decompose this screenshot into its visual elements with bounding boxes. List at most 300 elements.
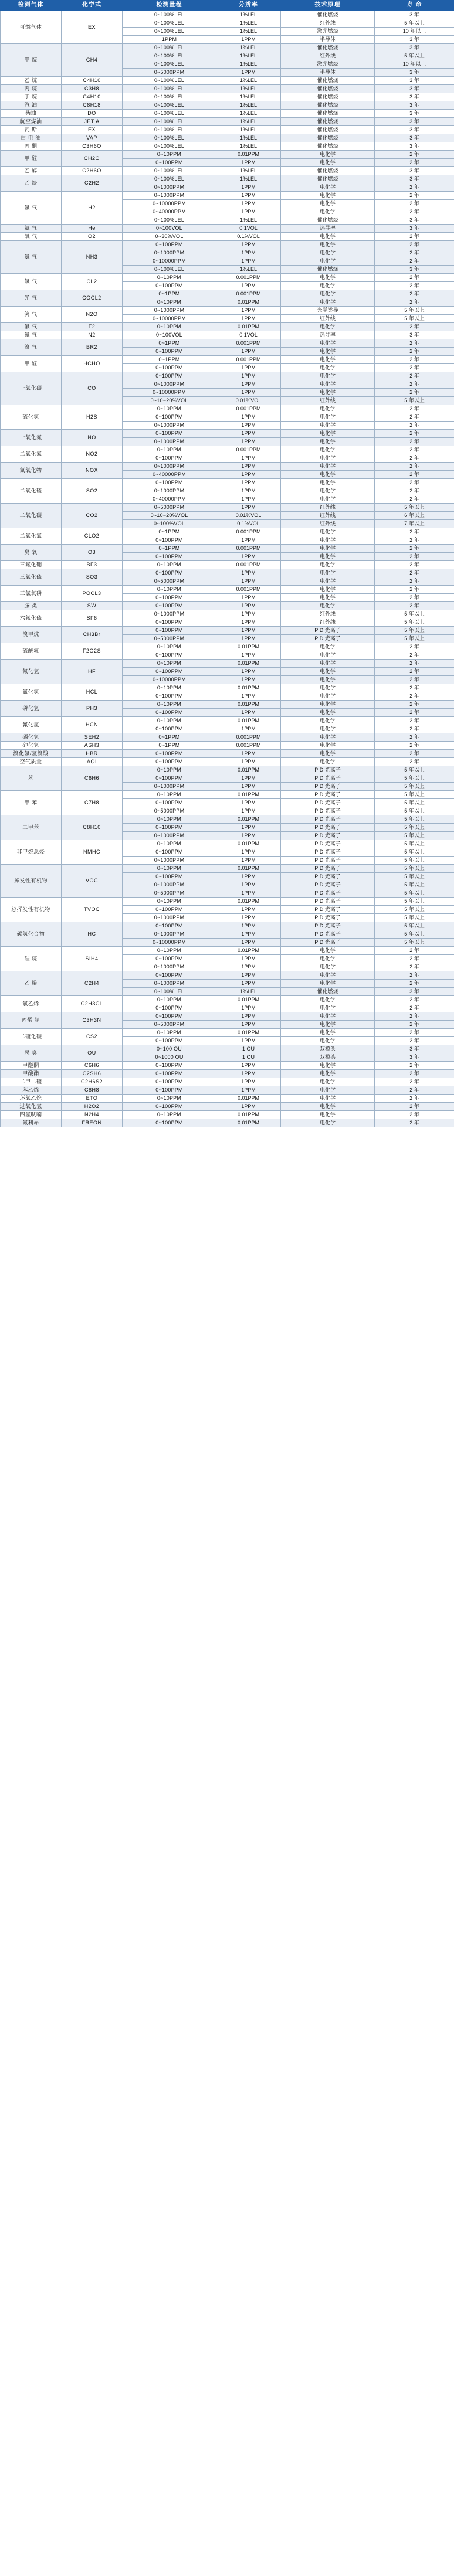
- cell-resolution: 1%LEL: [216, 19, 281, 28]
- cell-resolution: 1PPM: [216, 824, 281, 832]
- cell-gas-name: 苯乙烯: [1, 1086, 62, 1095]
- cell-detection-range: 0~10PPM: [123, 643, 216, 651]
- cell-resolution: 1PPM: [216, 36, 281, 44]
- cell-lifetime: 3 年: [375, 85, 454, 93]
- cell-gas-name: 二氧化氯: [1, 528, 62, 545]
- table-row: [1, 1119, 454, 1127]
- cell-detection-range: 0~100%LEL: [123, 101, 216, 110]
- cell-resolution: 1PPM: [216, 315, 281, 323]
- cell-gas-name: 硫化氢: [1, 405, 62, 430]
- cell-detection-range: 0~100%LEL: [123, 118, 216, 126]
- cell-detection-range: 0~10PPM: [123, 898, 216, 906]
- cell-lifetime: 6 年以上: [375, 512, 454, 520]
- cell-lifetime: 2 年: [375, 241, 454, 249]
- cell-formula: NO: [62, 430, 123, 446]
- table-row: [1, 479, 454, 487]
- cell-lifetime: 2 年: [375, 192, 454, 200]
- cell-technology: 电化学: [281, 274, 375, 282]
- cell-detection-range: 0~100PPM: [123, 1062, 216, 1070]
- cell-detection-range: 0~100%LEL: [123, 142, 216, 151]
- cell-formula: AQI: [62, 758, 123, 766]
- cell-detection-range: 0~10PPM: [123, 766, 216, 774]
- cell-lifetime: 3 年: [375, 93, 454, 101]
- cell-detection-range: 0~5000PPM: [123, 577, 216, 586]
- cell-lifetime: 2 年: [375, 717, 454, 725]
- table-row: [1, 545, 454, 553]
- cell-lifetime: 3 年: [375, 167, 454, 175]
- cell-resolution: 0.01PPM: [216, 766, 281, 774]
- cell-lifetime: 2 年: [375, 323, 454, 331]
- cell-technology: 电化学: [281, 594, 375, 602]
- cell-technology: 电化学: [281, 602, 375, 610]
- table-row: [1, 175, 454, 183]
- cell-formula: ASH3: [62, 742, 123, 750]
- cell-detection-range: 0~100PPM: [123, 774, 216, 783]
- cell-gas-name: 二甲二硫: [1, 1078, 62, 1086]
- cell-gas-name: 非甲烷总烃: [1, 840, 62, 865]
- cell-resolution: 1%LEL: [216, 142, 281, 151]
- cell-lifetime: 2 年: [375, 725, 454, 733]
- cell-detection-range: 0~10000PPM: [123, 676, 216, 684]
- cell-detection-range: 0~10PPM: [123, 660, 216, 668]
- cell-detection-range: 0~5000PPM: [123, 69, 216, 77]
- cell-lifetime: 2 年: [375, 684, 454, 692]
- cell-lifetime: 5 年以上: [375, 774, 454, 783]
- cell-resolution: 1PPM: [216, 495, 281, 504]
- cell-resolution: 1PPM: [216, 594, 281, 602]
- table-row: [1, 151, 454, 159]
- cell-resolution: 1PPM: [216, 618, 281, 627]
- cell-technology: 电化学: [281, 660, 375, 668]
- cell-lifetime: 2 年: [375, 413, 454, 422]
- cell-lifetime: 3 年: [375, 101, 454, 110]
- cell-gas-name: 臭 氧: [1, 545, 62, 561]
- cell-resolution: 1PPM: [216, 1062, 281, 1070]
- cell-formula: NO2: [62, 446, 123, 463]
- cell-gas-name: 乙 烯: [1, 971, 62, 996]
- cell-lifetime: 5 年以上: [375, 766, 454, 774]
- cell-resolution: 1%LEL: [216, 126, 281, 134]
- cell-technology: 红外线: [281, 610, 375, 618]
- table-row: [1, 660, 454, 668]
- table-row: [1, 971, 454, 980]
- cell-technology: 电化学: [281, 1078, 375, 1086]
- table-row: [1, 110, 454, 118]
- cell-lifetime: 5 年以上: [375, 19, 454, 28]
- cell-gas-name: 二氧化碳: [1, 504, 62, 528]
- cell-technology: 电化学: [281, 536, 375, 545]
- cell-resolution: 0.001PPM: [216, 356, 281, 364]
- cell-technology: PID 光离子: [281, 922, 375, 930]
- table-row: [1, 126, 454, 134]
- cell-lifetime: 2 年: [375, 742, 454, 750]
- cell-lifetime: 5 年以上: [375, 865, 454, 873]
- cell-gas-name: 二氧化硫: [1, 479, 62, 504]
- cell-resolution: 1PPM: [216, 249, 281, 257]
- cell-detection-range: 0~100PPM: [123, 824, 216, 832]
- header-range: 检测量程: [123, 1, 216, 11]
- cell-formula: VOC: [62, 865, 123, 898]
- cell-resolution: 0.01PPM: [216, 701, 281, 709]
- cell-lifetime: 3 年: [375, 175, 454, 183]
- cell-detection-range: 0~100%LEL: [123, 60, 216, 69]
- cell-gas-name: 四氢呋喃: [1, 1111, 62, 1119]
- cell-detection-range: 0~100PPM: [123, 922, 216, 930]
- cell-detection-range: 0~100PPM: [123, 372, 216, 380]
- cell-lifetime: 2 年: [375, 1095, 454, 1103]
- cell-resolution: 1PPM: [216, 422, 281, 430]
- cell-resolution: 0.001PPM: [216, 290, 281, 298]
- cell-lifetime: 2 年: [375, 643, 454, 651]
- cell-formula: F2: [62, 323, 123, 331]
- cell-technology: PID 光离子: [281, 889, 375, 898]
- cell-lifetime: 2 年: [375, 545, 454, 553]
- cell-technology: 双模头: [281, 1045, 375, 1053]
- cell-detection-range: 0~40000PPM: [123, 471, 216, 479]
- cell-lifetime: 2 年: [375, 200, 454, 208]
- cell-detection-range: 0~10PPM: [123, 274, 216, 282]
- cell-formula: CO: [62, 372, 123, 405]
- cell-resolution: 1PPM: [216, 725, 281, 733]
- cell-gas-name: 胺 类: [1, 602, 62, 610]
- cell-detection-range: 0~1000PPM: [123, 610, 216, 618]
- cell-detection-range: 0~10000PPM: [123, 257, 216, 266]
- cell-lifetime: 2 年: [375, 750, 454, 758]
- table-row: [1, 528, 454, 536]
- cell-detection-range: 0~100PPM: [123, 709, 216, 717]
- cell-technology: 电化学: [281, 733, 375, 742]
- cell-detection-range: 0~100PPM: [123, 241, 216, 249]
- cell-lifetime: 2 年: [375, 257, 454, 266]
- cell-technology: 电化学: [281, 249, 375, 257]
- cell-detection-range: 0~10PPM: [123, 717, 216, 725]
- cell-resolution: 1PPM: [216, 159, 281, 167]
- cell-lifetime: 5 年以上: [375, 635, 454, 643]
- cell-lifetime: 2 年: [375, 290, 454, 298]
- cell-detection-range: 0~1000PPM: [123, 980, 216, 988]
- cell-detection-range: 0~100%VOL: [123, 520, 216, 528]
- table-row: [1, 1045, 454, 1053]
- cell-lifetime: 3 年: [375, 126, 454, 134]
- cell-detection-range: 0~100PPM: [123, 479, 216, 487]
- cell-technology: 电化学: [281, 1012, 375, 1021]
- cell-resolution: 1PPM: [216, 610, 281, 618]
- cell-technology: 电化学: [281, 348, 375, 356]
- cell-technology: PID 光离子: [281, 815, 375, 824]
- cell-detection-range: 0~100PPM: [123, 282, 216, 290]
- cell-detection-range: 1PPM: [123, 36, 216, 44]
- table-row: [1, 947, 454, 955]
- table-row: [1, 290, 454, 298]
- cell-lifetime: 3 年: [375, 142, 454, 151]
- cell-formula: C8H18: [62, 101, 123, 110]
- table-row: [1, 93, 454, 101]
- cell-formula: HCN: [62, 717, 123, 733]
- cell-lifetime: 5 年以上: [375, 618, 454, 627]
- cell-detection-range: 0~10PPM: [123, 947, 216, 955]
- cell-technology: 电化学: [281, 1029, 375, 1037]
- cell-lifetime: 2 年: [375, 159, 454, 167]
- cell-gas-name: 氟利昂: [1, 1119, 62, 1127]
- cell-formula: C3H3N: [62, 1012, 123, 1029]
- cell-formula: HF: [62, 660, 123, 684]
- table-row: [1, 446, 454, 454]
- cell-lifetime: 5 年以上: [375, 840, 454, 848]
- cell-lifetime: 5 年以上: [375, 857, 454, 865]
- cell-lifetime: 5 年以上: [375, 307, 454, 315]
- cell-resolution: 0.01PPM: [216, 323, 281, 331]
- cell-lifetime: 2 年: [375, 660, 454, 668]
- cell-technology: 电化学: [281, 545, 375, 553]
- cell-detection-range: 0~100PPM: [123, 364, 216, 372]
- cell-resolution: 1PPM: [216, 1086, 281, 1095]
- table-row: [1, 339, 454, 348]
- cell-technology: 催化燃烧: [281, 118, 375, 126]
- cell-formula: C2H3CL: [62, 996, 123, 1012]
- cell-detection-range: 0~1000PPM: [123, 422, 216, 430]
- cell-technology: 电化学: [281, 454, 375, 463]
- cell-resolution: 1PPM: [216, 914, 281, 922]
- cell-detection-range: 0~1000PPM: [123, 487, 216, 495]
- cell-technology: 激光燃烧: [281, 60, 375, 69]
- cell-gas-name: 可燃气体: [1, 11, 62, 44]
- cell-resolution: 1%LEL: [216, 93, 281, 101]
- cell-lifetime: 2 年: [375, 438, 454, 446]
- cell-gas-name: 乙 炔: [1, 175, 62, 192]
- gas-spec-table: [0, 0, 454, 1127]
- cell-gas-name: 乙 醇: [1, 167, 62, 175]
- cell-resolution: 0.001PPM: [216, 446, 281, 454]
- cell-detection-range: 0~100PPM: [123, 348, 216, 356]
- table-row: [1, 701, 454, 709]
- cell-detection-range: 0~100PPM: [123, 725, 216, 733]
- cell-technology: PID 光离子: [281, 627, 375, 635]
- cell-resolution: 1%LEL: [216, 28, 281, 36]
- table-row: [1, 815, 454, 824]
- cell-technology: 激光燃烧: [281, 28, 375, 36]
- cell-resolution: 1PPM: [216, 668, 281, 676]
- cell-lifetime: 5 年以上: [375, 52, 454, 60]
- cell-technology: 电化学: [281, 422, 375, 430]
- cell-lifetime: 2 年: [375, 1062, 454, 1070]
- cell-detection-range: 0~100PPM: [123, 906, 216, 914]
- cell-gas-name: 氯乙烯: [1, 996, 62, 1012]
- cell-lifetime: 2 年: [375, 339, 454, 348]
- table-row: [1, 610, 454, 618]
- cell-technology: 红外线: [281, 618, 375, 627]
- cell-detection-range: 0~5000PPM: [123, 1021, 216, 1029]
- cell-resolution: 0.01PPM: [216, 791, 281, 799]
- cell-resolution: 0.01PPM: [216, 684, 281, 692]
- cell-technology: 光学类导: [281, 307, 375, 315]
- cell-lifetime: 3 年: [375, 44, 454, 52]
- cell-resolution: 0.01PPM: [216, 898, 281, 906]
- cell-gas-name: 瓦 斯: [1, 126, 62, 134]
- cell-formula: C4H10: [62, 77, 123, 85]
- cell-resolution: 1PPM: [216, 241, 281, 249]
- table-row: [1, 1078, 454, 1086]
- cell-formula: H2: [62, 192, 123, 225]
- cell-formula: F2O2S: [62, 643, 123, 660]
- cell-lifetime: 3 年: [375, 266, 454, 274]
- cell-resolution: 1%LEL: [216, 118, 281, 126]
- cell-technology: 电化学: [281, 561, 375, 569]
- cell-lifetime: 2 年: [375, 980, 454, 988]
- cell-formula: SIH4: [62, 947, 123, 971]
- cell-resolution: 1PPM: [216, 438, 281, 446]
- cell-resolution: 1PPM: [216, 758, 281, 766]
- cell-gas-name: 甲 醛: [1, 356, 62, 372]
- cell-technology: 电化学: [281, 701, 375, 709]
- table-row: [1, 1012, 454, 1021]
- cell-resolution: 1PPM: [216, 208, 281, 216]
- cell-resolution: 1PPM: [216, 873, 281, 881]
- table-row: [1, 742, 454, 750]
- cell-detection-range: 0~100PPM: [123, 1119, 216, 1127]
- cell-lifetime: 3 年: [375, 225, 454, 233]
- cell-detection-range: 0~100PPM: [123, 413, 216, 422]
- cell-resolution: 1PPM: [216, 906, 281, 914]
- cell-technology: 电化学: [281, 323, 375, 331]
- cell-technology: 电化学: [281, 241, 375, 249]
- table-row: [1, 717, 454, 725]
- cell-resolution: 0.01PPM: [216, 1119, 281, 1127]
- cell-formula: JET A: [62, 118, 123, 126]
- cell-gas-name: 甲醚酮: [1, 1062, 62, 1070]
- cell-detection-range: 0~10PPM: [123, 840, 216, 848]
- cell-detection-range: 0~100PPM: [123, 594, 216, 602]
- cell-detection-range: 0~5000PPM: [123, 504, 216, 512]
- cell-lifetime: 5 年以上: [375, 815, 454, 824]
- table-row: [1, 192, 454, 200]
- cell-gas-name: 白 电 油: [1, 134, 62, 142]
- cell-lifetime: 2 年: [375, 1111, 454, 1119]
- cell-technology: 红外线: [281, 504, 375, 512]
- cell-technology: 红外线: [281, 19, 375, 28]
- cell-technology: 电化学: [281, 1070, 375, 1078]
- cell-formula: C6H6: [62, 766, 123, 791]
- cell-detection-range: 0~100PPM: [123, 602, 216, 610]
- cell-gas-name: 三氯氧磷: [1, 586, 62, 602]
- cell-detection-range: 0~1000PPM: [123, 930, 216, 939]
- cell-lifetime: 5 年以上: [375, 922, 454, 930]
- table-row: [1, 865, 454, 873]
- cell-technology: 电化学: [281, 692, 375, 701]
- cell-resolution: 1PPM: [216, 257, 281, 266]
- cell-lifetime: 2 年: [375, 356, 454, 364]
- cell-technology: PID 光离子: [281, 824, 375, 832]
- cell-lifetime: 5 年以上: [375, 939, 454, 947]
- header-formula: 化学式: [62, 1, 123, 11]
- table-row: [1, 167, 454, 175]
- cell-detection-range: 0~10000PPM: [123, 200, 216, 208]
- cell-technology: 电化学: [281, 717, 375, 725]
- cell-resolution: 1PPM: [216, 1021, 281, 1029]
- cell-gas-name: 丙 酮: [1, 142, 62, 151]
- cell-lifetime: 2 年: [375, 1086, 454, 1095]
- cell-resolution: 1PPM: [216, 627, 281, 635]
- cell-technology: 电化学: [281, 668, 375, 676]
- cell-lifetime: 5 年以上: [375, 504, 454, 512]
- cell-technology: 电化学: [281, 380, 375, 389]
- cell-technology: 电化学: [281, 208, 375, 216]
- cell-resolution: 0.01PPM: [216, 840, 281, 848]
- table-row: [1, 356, 454, 364]
- cell-gas-name: 六氟化硫: [1, 610, 62, 627]
- cell-lifetime: 5 年以上: [375, 397, 454, 405]
- cell-lifetime: 2 年: [375, 947, 454, 955]
- cell-formula: BF3: [62, 561, 123, 569]
- cell-technology: PID 光离子: [281, 840, 375, 848]
- table-row: [1, 85, 454, 93]
- cell-detection-range: 0~100PPM: [123, 848, 216, 857]
- cell-gas-name: 总挥发性有机物: [1, 898, 62, 922]
- cell-lifetime: 5 年以上: [375, 832, 454, 840]
- cell-detection-range: 0~100%LEL: [123, 77, 216, 85]
- cell-technology: 催化燃烧: [281, 175, 375, 183]
- cell-technology: 电化学: [281, 750, 375, 758]
- cell-gas-name: 丁 烷: [1, 93, 62, 101]
- cell-technology: PID 光离子: [281, 898, 375, 906]
- cell-technology: 电化学: [281, 586, 375, 594]
- cell-detection-range: 0~5000PPM: [123, 807, 216, 815]
- cell-resolution: 1PPM: [216, 807, 281, 815]
- cell-detection-range: 0~100%LEL: [123, 44, 216, 52]
- cell-resolution: 1PPM: [216, 832, 281, 840]
- cell-gas-name: 乙 烷: [1, 77, 62, 85]
- cell-lifetime: 3 年: [375, 331, 454, 339]
- cell-resolution: 0.01PPM: [216, 298, 281, 307]
- cell-technology: PID 光离子: [281, 939, 375, 947]
- cell-resolution: 0.001PPM: [216, 405, 281, 413]
- cell-resolution: 1PPM: [216, 504, 281, 512]
- cell-detection-range: 0~1000PPM: [123, 192, 216, 200]
- cell-detection-range: 0~10PPM: [123, 298, 216, 307]
- cell-resolution: 1PPM: [216, 1012, 281, 1021]
- cell-resolution: 1PPM: [216, 709, 281, 717]
- cell-technology: 电化学: [281, 446, 375, 454]
- cell-lifetime: 3 年: [375, 110, 454, 118]
- cell-technology: PID 光离子: [281, 774, 375, 783]
- cell-lifetime: 3 年: [375, 134, 454, 142]
- cell-technology: 催化燃烧: [281, 93, 375, 101]
- cell-formula: CH2O: [62, 151, 123, 167]
- cell-technology: 电化学: [281, 1037, 375, 1045]
- cell-lifetime: 2 年: [375, 208, 454, 216]
- cell-formula: PH3: [62, 701, 123, 717]
- cell-lifetime: 2 年: [375, 733, 454, 742]
- cell-resolution: 1 OU: [216, 1053, 281, 1062]
- cell-lifetime: 3 年: [375, 1045, 454, 1053]
- cell-detection-range: 0~1PPM: [123, 545, 216, 553]
- cell-technology: PID 光离子: [281, 848, 375, 857]
- cell-technology: 电化学: [281, 364, 375, 372]
- cell-formula: OU: [62, 1045, 123, 1062]
- cell-gas-name: 甲 烷: [1, 44, 62, 77]
- cell-lifetime: 5 年以上: [375, 807, 454, 815]
- cell-lifetime: 2 年: [375, 389, 454, 397]
- cell-resolution: 1PPM: [216, 192, 281, 200]
- cell-detection-range: 0~1PPM: [123, 356, 216, 364]
- cell-detection-range: 0~100PPM: [123, 627, 216, 635]
- cell-technology: 电化学: [281, 971, 375, 980]
- cell-resolution: 1PPM: [216, 471, 281, 479]
- cell-gas-name: 溴甲烷: [1, 627, 62, 643]
- table-row: [1, 1086, 454, 1095]
- cell-formula: HBR: [62, 750, 123, 758]
- cell-formula: HCL: [62, 684, 123, 701]
- cell-lifetime: 5 年以上: [375, 783, 454, 791]
